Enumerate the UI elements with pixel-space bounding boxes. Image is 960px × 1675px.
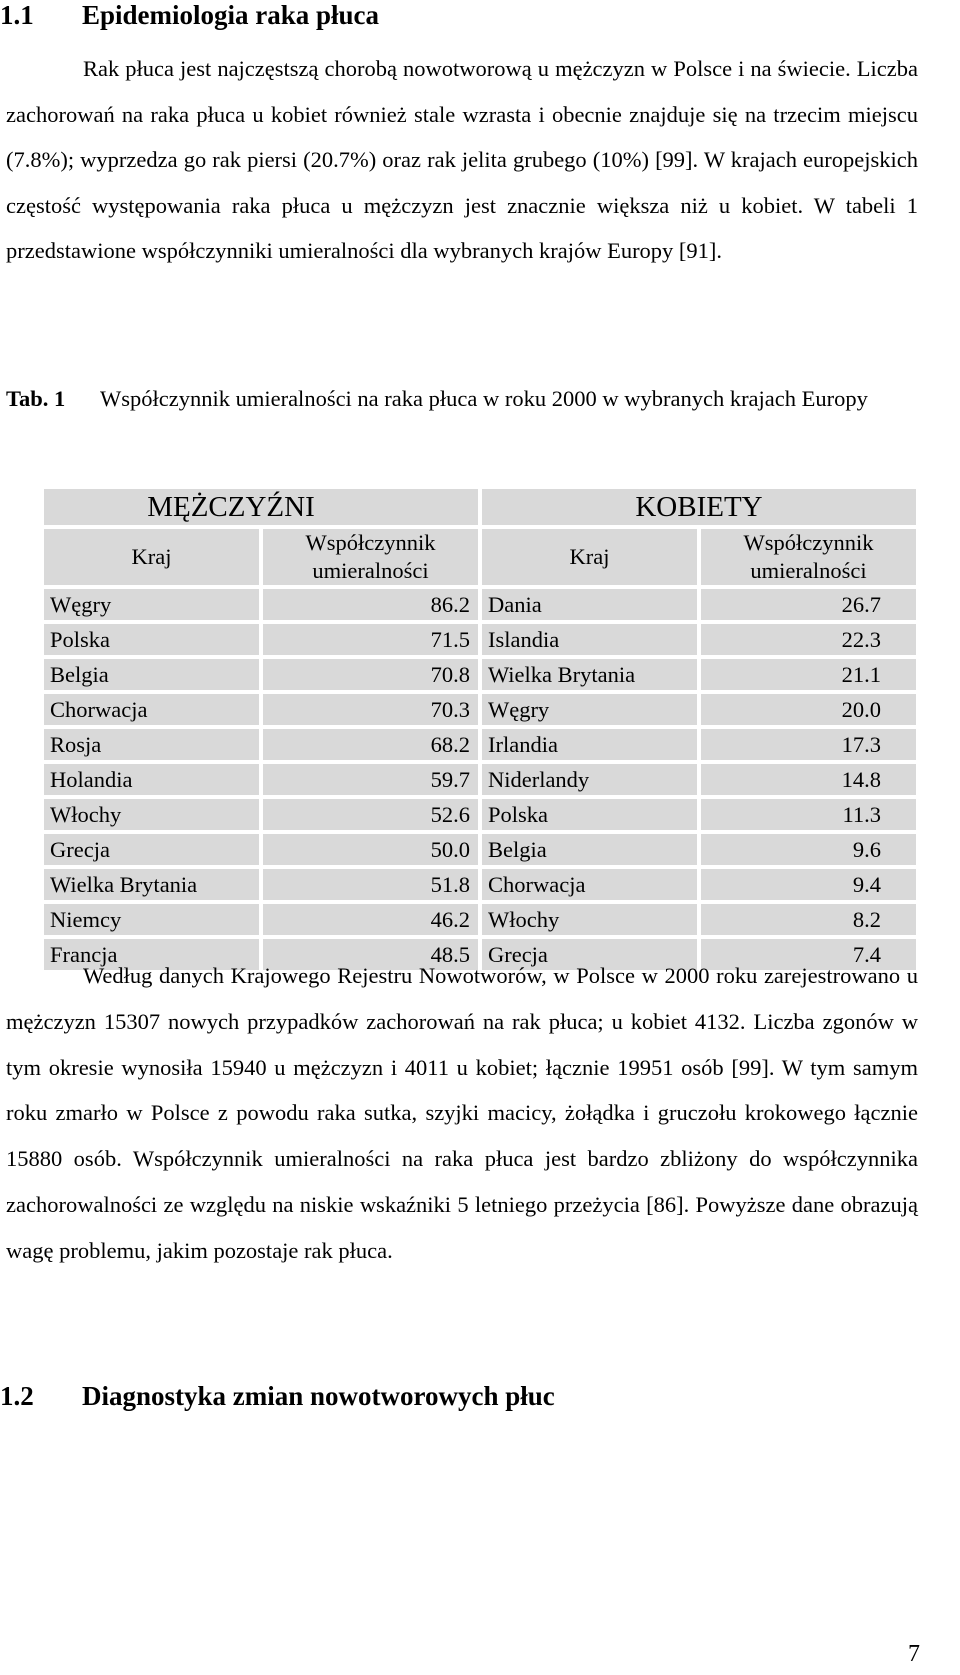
cell-men-country: Belgia <box>44 659 259 690</box>
paragraph-text: Według danych Krajowego Rejestru Nowotworów, w Polsce w 2000 roku zarejestrowano u mężczyzn 15307 nowych przypadków zachorowań na rak płuca; u kobiet 4132. Liczba zgonów w tym okresie wynosiła 15940 u mężczyzn i 4011 u kobiet; łącznie 19951 osób [99]. W tym samym roku zmarło w Polsce z powodu raka sutka, szyjki macicy, żołądka i gruczołu krokowego łącznie 15880 osób. Współczynnik umieralności na raka płuca jest bardzo zbliżony do współczynnika zachorowalności ze względu na niskie wskaźniki 5 letniego przeżycia [86]. Powyższe dane obrazują wagę problemu, jakim pozostaje rak płuca. <box>6 963 918 1263</box>
cell-women-country: Węgry <box>482 694 697 725</box>
cell-men-rate: 70.3 <box>263 694 478 725</box>
table-row <box>44 799 916 830</box>
cell-men-rate: 86.2 <box>263 589 478 620</box>
paragraph-registry <box>6 953 918 1274</box>
cell-women-country: Irlandia <box>482 729 697 760</box>
cell-women-country: Chorwacja <box>482 869 697 900</box>
cell-women-rate: 8.2 <box>701 904 916 935</box>
column-header-rate-men: Współczynnik umieralności <box>263 529 478 585</box>
table-label: Tab. 1 <box>6 386 66 411</box>
table-column-header-row <box>44 529 916 585</box>
page-number: 7 <box>908 1641 920 1667</box>
cell-women-country: Grecja <box>482 939 697 970</box>
section-title: Diagnostyka zmian nowotworowych płuc <box>82 1381 555 1411</box>
cell-women-rate: 9.6 <box>701 834 916 865</box>
cell-women-rate: 9.4 <box>701 869 916 900</box>
cell-women-rate: 14.8 <box>701 764 916 795</box>
table-caption-text: Współczynnik umieralności na raka płuca w roku 2000 w wybranych krajach Europy <box>100 386 868 411</box>
cell-women-rate: 21.1 <box>701 659 916 690</box>
cell-women-rate: 22.3 <box>701 624 916 655</box>
paragraph-epidemiology <box>6 46 918 274</box>
cell-men-country: Grecja <box>44 834 259 865</box>
cell-women-country: Włochy <box>482 904 697 935</box>
column-header-rate-women: Współczynnik umieralności <box>701 529 916 585</box>
cell-men-country: Węgry <box>44 589 259 620</box>
section-heading-2 <box>0 1381 800 1411</box>
table-row <box>44 589 916 620</box>
section-number: 1.2 <box>0 1381 34 1411</box>
cell-men-rate: 51.8 <box>263 869 478 900</box>
cell-women-rate: 20.0 <box>701 694 916 725</box>
table-row <box>44 869 916 900</box>
cell-men-country: Chorwacja <box>44 694 259 725</box>
column-header-country-men: Kraj <box>44 529 259 585</box>
table-group-header-row <box>44 489 916 525</box>
cell-women-country: Niderlandy <box>482 764 697 795</box>
cell-men-rate: 59.7 <box>263 764 478 795</box>
cell-women-rate: 11.3 <box>701 799 916 830</box>
table-row <box>44 834 916 865</box>
cell-men-country: Wielka Brytania <box>44 869 259 900</box>
cell-men-rate: 71.5 <box>263 624 478 655</box>
column-header-country-women: Kraj <box>482 529 697 585</box>
section-number: 1.1 <box>0 0 34 30</box>
cell-men-country: Polska <box>44 624 259 655</box>
table-row <box>44 904 916 935</box>
cell-men-country: Włochy <box>44 799 259 830</box>
cell-men-rate: 48.5 <box>263 939 478 970</box>
table-row <box>44 729 916 760</box>
group-header-women: KOBIETY <box>482 489 916 525</box>
table-row <box>44 624 916 655</box>
cell-men-country: Holandia <box>44 764 259 795</box>
cell-men-rate: 68.2 <box>263 729 478 760</box>
section-title: Epidemiologia raka płuca <box>82 0 380 30</box>
cell-women-rate: 17.3 <box>701 729 916 760</box>
cell-men-country: Francja <box>44 939 259 970</box>
table-caption <box>6 384 924 446</box>
cell-women-rate: 26.7 <box>701 589 916 620</box>
group-header-men: MĘŻCZYŹNI <box>44 489 478 525</box>
cell-men-rate: 46.2 <box>263 904 478 935</box>
cell-women-country: Polska <box>482 799 697 830</box>
cell-women-rate: 7.4 <box>701 939 916 970</box>
cell-men-rate: 52.6 <box>263 799 478 830</box>
section-heading-1 <box>0 0 700 30</box>
cell-men-country: Niemcy <box>44 904 259 935</box>
paragraph-text: Rak płuca jest najczęstszą chorobą nowotworową u mężczyzn w Polsce i na świecie. Liczba zachorowań na raka płuca u kobiet również stale wzrasta i obecnie znajduje się na trzecim miejscu (7.8%); wyprzedza go rak piersi (20.7%) oraz rak jelita grubego (10%) [99]. W krajach europejskich częstość występowania raka płuca u mężczyzn jest znacznie większa niż u kobiet. W tabeli 1 przedstawione współczynniki umieralności dla wybranych krajów Europy [91]. <box>6 56 918 263</box>
cell-women-country: Islandia <box>482 624 697 655</box>
table-row <box>44 764 916 795</box>
cell-men-rate: 70.8 <box>263 659 478 690</box>
cell-men-rate: 50.0 <box>263 834 478 865</box>
cell-women-country: Belgia <box>482 834 697 865</box>
cell-women-country: Dania <box>482 589 697 620</box>
cell-men-country: Rosja <box>44 729 259 760</box>
table-row <box>44 659 916 690</box>
mortality-table <box>40 485 920 974</box>
table-row <box>44 694 916 725</box>
cell-women-country: Wielka Brytania <box>482 659 697 690</box>
